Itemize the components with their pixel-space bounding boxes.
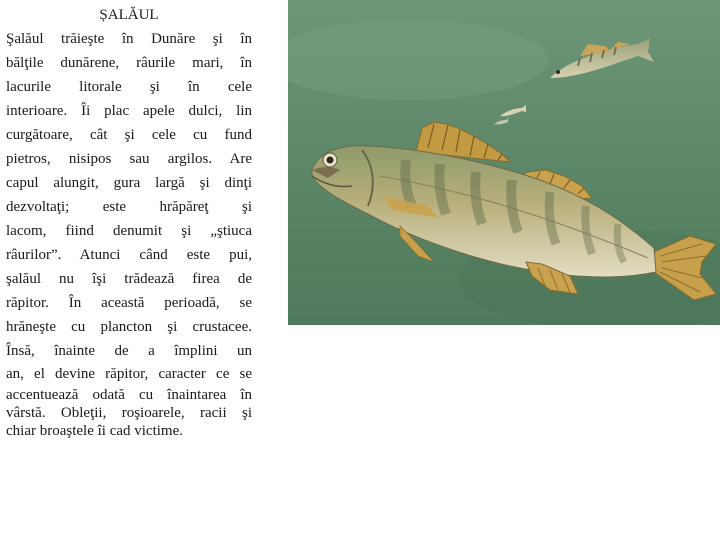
text-line: lacom, fiind denumit şi „ştiuca bbox=[6, 223, 252, 239]
text-line: capul alungit, gura largă şi dinţi bbox=[6, 175, 252, 191]
text-line: accentuează odată cu înaintarea în bbox=[6, 387, 252, 403]
article-text bbox=[6, 4, 252, 440]
page-title: ȘALĂUL bbox=[99, 7, 159, 23]
text-line: dezvoltaţi; este hrăpăreţ şi bbox=[6, 199, 252, 215]
text-line: curgătoare, cât şi cele cu fund bbox=[6, 127, 252, 143]
text-line: lacurile litorale şi în cele bbox=[6, 79, 252, 95]
text-line: interioare. Îi plac apele dulci, lin bbox=[6, 103, 252, 119]
text-line: an, el devine răpitor, caracter ce se bbox=[6, 366, 252, 382]
text-line: şalăul nu îşi trădează firea de bbox=[6, 271, 252, 287]
text-line: hrăneşte cu plancton şi crustacee. bbox=[6, 319, 252, 335]
text-line: pietros, nisipos sau argilos. Are bbox=[6, 151, 252, 167]
fish-painting bbox=[288, 0, 720, 325]
zander-illustration bbox=[288, 0, 720, 325]
text-line: râurilor”. Atunci când este pui, bbox=[6, 247, 252, 263]
text-line: bălţile dunărene, râurile mari, în bbox=[6, 55, 252, 71]
text-line: Însă, înainte de a împlini un bbox=[6, 343, 252, 359]
text-line: Şalăul trăieşte în Dunăre şi în bbox=[6, 31, 252, 47]
text-line: răpitor. În această perioadă, se bbox=[6, 295, 252, 311]
text-line: vârstă. Obleţii, roşioarele, racii şi bbox=[6, 405, 252, 421]
text-line: chiar broaştele îi cad victime. bbox=[6, 423, 184, 439]
